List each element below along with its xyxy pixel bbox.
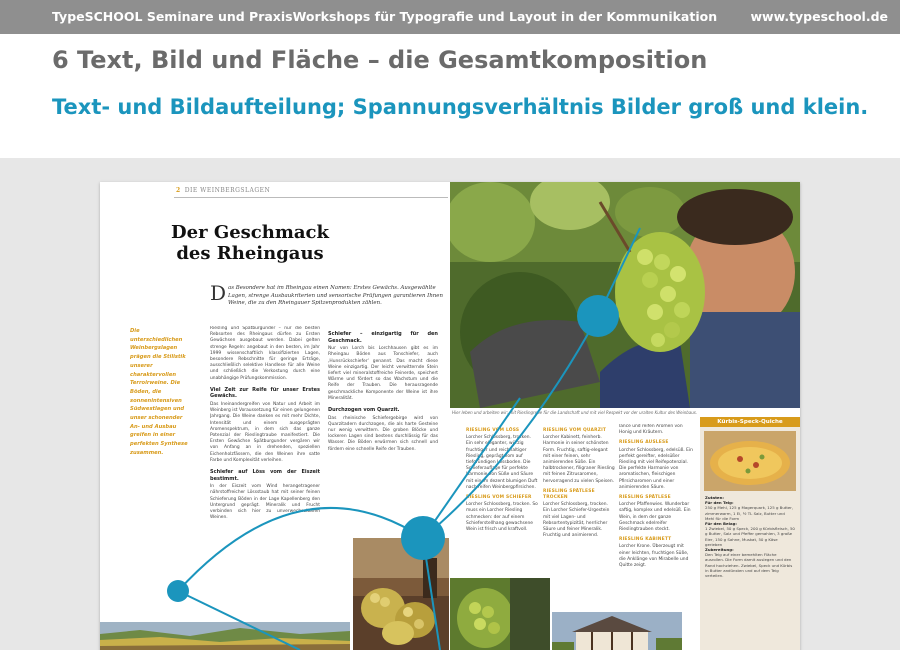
recipe-prep: Den Teig auf einer bemehlten Fläche ausrollen. Die Form damit auslegen und den Rand hochziehen. Zwiebel, Speck und Kürbis in Butter andünsten und auf dem Teig verteilen. <box>705 552 793 579</box>
wine-heading: RIESLING SPÄTLESE TROCKEN <box>543 488 595 501</box>
wine-column-3 <box>619 424 693 624</box>
header-url[interactable]: www.typeschool.de <box>750 9 888 24</box>
grape-harvest-photo <box>353 538 449 650</box>
slide-subtitle: Text- und Bildaufteilung; Spannungsverhältnis Bilder groß und klein. <box>52 95 869 119</box>
recipe-filling: 1 Zwiebel, 50 g Speck, 200 g Kürbisfleisch, 50 g Butter, Salz und Pfeffer gemahlen, 3 große Eier, 150 g Sahne, Muskat, 50 g Käse gerieben <box>705 526 795 547</box>
wine-text: Lorcher Schlossberg, trocken. Ein Lorcher Schiefer-Urgestein mit viel Lagen- und Rebsortentypizität, herrlicher Säure und feiner Mineralik. Fruchtig und animierend. <box>543 502 610 539</box>
grape-bunch-photo <box>450 578 550 650</box>
subheading: Viel Zeit zur Reife für unser Erstes Gewächs. <box>210 386 320 400</box>
lead-text: as Besondere hat im Rheingau einen Namen: Erstes Gewächs. Ausgewählte Lagen, strenge Ausbaukriterien und sensorische Prüfungen garantieren Ihnen Weine, die zu den Rheingauer Spitzenprodukten zählen. <box>228 285 443 307</box>
paragraph: Das Ineinandergreifen von Natur und Arbeit im Weinberg ist Voraussetzung für einen gelungenen Jahrgang. Die Weine danken es mit mehr Dichte, Intensität und einem ausgeprägten Aromenspektrum, in dem sich das ganze Potenzial der Rieslingtraube manifestiert. Die Ersten Gewächse Spätburgunder vergären wir von Anfang an in drehenden, speziellen Eichenholzfässern, die den Weinen ihre satte Farbe und Komplexität verleihen. <box>210 402 320 463</box>
text-column-2 <box>328 326 438 526</box>
recipe-title: Kürbis-Speck-Quiche <box>700 417 800 427</box>
wine-heading: RIESLING VOM LÖSS <box>466 428 520 433</box>
headline-line-1: Der Geschmack <box>171 222 329 243</box>
drop-cap: D <box>210 281 227 305</box>
paragraph: Riesling und Spätburgunder – nur die besten Rebsorten des Rheingaus dürfen zu Ersten Gewächsen ausgebaut werden. Dabei gelten strenge Regeln: angebaut in den besten, im Jahr 1999 wissenschaftlich klassifizierten Lagen, besondere Rebschnitte für geringe Erträge, ausschließlich selektive Handlese für alle Weine und schließlich die Verkostung durch eine unabhängige Prüfungskommission. <box>210 326 320 381</box>
running-head-text: DIE WEINBERGSLAGEN <box>184 187 271 194</box>
recipe-text <box>700 495 800 578</box>
headline-line-2: des Rheingaus <box>176 243 324 264</box>
wine-column-2 <box>543 424 615 624</box>
grape-picking-photo <box>450 182 800 408</box>
wine-heading: RIESLING KABINETT <box>619 537 672 543</box>
lead-paragraph <box>210 281 444 308</box>
wine-heading: RIESLING VOM QUARZIT <box>543 428 607 433</box>
recipe-label: Zubereitung: <box>705 547 734 553</box>
paragraph: Nur von Lorch bis Lorchhausen gibt es im Rheingau Böden aus Tonschiefer, auch ‚Hunsrückschiefer‘ genannt. Das macht diese Weine einzigartig. Der leicht verwitternde Stein liefert viel mineralstoffreiche Feinerde, speichert Wärme und fördert so das Wachstum und die Reife der Trauben. Die herausragende geschmackliche Komponente der Weine ist ihre Mineralität. <box>328 346 438 401</box>
wine-text: Lorcher Schlossberg, edelsüß. Ein perfekt gereifter, edelsüßer Riesling mit viel Reifepotenzial. Die perfekte Harmonie von aromatischen, fleischigen Pfirsicharomen und einer animierenden Säure. <box>619 447 693 490</box>
header-bar <box>0 0 900 34</box>
half-timbered-house-photo <box>552 612 682 650</box>
page-number: 2 <box>176 187 181 194</box>
article-headline <box>130 222 370 264</box>
recipe-label: Für den Belag: <box>705 521 737 527</box>
recipe-dough: 250 g Mehl, 125 g Magerquark, 125 g Butter, zimmerwarm, 1 Ei, ½ TL Salz, Butter und Mehl für die Form <box>705 505 794 521</box>
running-head <box>176 187 270 194</box>
quiche-photo <box>704 431 796 491</box>
wine-column-1 <box>466 424 538 574</box>
header-title: TypeSCHOOL Seminare und PraxisWorkshops für Typografie und Layout in der Kommunikation <box>52 9 718 24</box>
wine-text: Lorcher Pfaffenwies. Wunderbar saftig, komplex und edelsüß. Ein Wein, in dem der ganze Geschmack edelreifer Rieslingtrauben steckt. <box>619 502 691 533</box>
recipe-box <box>700 417 800 650</box>
running-head-rule <box>174 197 448 198</box>
wine-text: Lorcher Schlossberg, trocken. So muss ein Lorcher Riesling schmecken: der auf einem Schieferstellhang gewachsene Wein ist frisch und kraftvoll. <box>466 502 538 533</box>
wine-heading: RIESLING AUSLESE <box>619 440 669 446</box>
text-column-1 <box>210 326 320 626</box>
vineyard-landscape-photo <box>100 622 350 650</box>
wine-text: Lorcher Kabinett, feinherb. Harmonie in seiner schönsten Form. Fruchtig, saftig-elegant mit einer feinen, sehr animierenden Süße. Ein halbtrockener, filigraner Riesling mit feinen Zitrusaromen, hervorragend zu vielen Speisen. <box>543 435 615 484</box>
wine-heading: RIESLING VOM SCHIEFER <box>466 495 532 501</box>
paragraph: In der Eiszeit vom Wind herangetragener nährstoffreicher Lössstaub hat mit seiner feinen Schieferung Böden in der Lage Kapellenberg den Untergrund geprägt. Mineralik und Frucht verbinden sich hier zu unverwechselbaren Weinen. <box>210 484 320 521</box>
recipe-label: Zutaten: <box>705 495 724 500</box>
wine-text: Lorcher Schlossberg, trocken. Ein sehr eleganter, würzig fruchtiger und reichhaltiger Riesling, geprägt vom auf tiefgründigen Lössboden. Die Schieferauflage für perfekte Harmonie von Süße und Säure mit einem dezent blumigen Duft nach reifen Weinbergpfirsichen. <box>466 435 538 490</box>
wine-text: Lorcher Krone. Überzeugt mit einer leichten, fruchtigen Süße, die Anklänge von Mirabelle und Quitte zeigt. <box>619 544 689 569</box>
example-canvas <box>0 158 900 650</box>
subheading: Durchzogen vom Quarzit. <box>328 407 400 414</box>
wine-heading: RIESLING SPÄTLESE <box>619 495 671 501</box>
paragraph: Das rheinische Schiefergebirge wird von Quarzitadern durchzogen, die als harte Gesteine nur wenig verwittern. Die groben Blöcke und lockeren Lagen sind bestens durchlässig für das Wasser. Die Böden erwärmen sich schnell und fördern eine schnelle Reife der Trauben. <box>328 415 438 452</box>
recipe-label: Für den Teig: <box>705 500 734 506</box>
subheading: Schiefer auf Löss vom der Eiszeit bestimmt. <box>210 469 320 482</box>
photo-caption: Hier leben und arbeiten wir: mit Rieslingrebe für die Landschaft und mit viel Respekt vor der uralten Kultur des Weinbaus. <box>452 410 698 415</box>
slide-title: 6 Text, Bild und Fläche – die Gesamtkomposition <box>52 46 708 74</box>
subheading: Schiefer – einzigartig für den Geschmack. <box>328 331 438 344</box>
magazine-spread <box>100 182 800 650</box>
side-quote: Die unterschiedlichen Weinbergslagen prägen die Stilistik unserer charaktervollen Terroirweine. Die Böden, die sonnenintensiven Südwestlagen und unser schonender An- und Ausbau greifen in einer perfekten Synthese zusammen. <box>130 328 188 456</box>
wine-text: lance und reifen Aromen von Honig und Kräutern. <box>619 424 683 436</box>
